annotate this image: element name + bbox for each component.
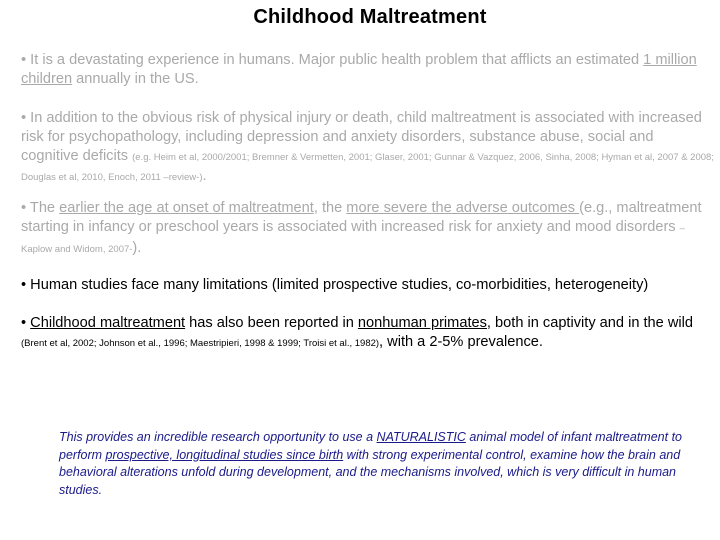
- bullet-marker: •: [21, 315, 31, 331]
- bullet-text: , both in captivity and in the wild: [486, 315, 693, 331]
- bullet-text: has also been reported in: [185, 315, 358, 331]
- underlined-phrase: 1 million children: [21, 52, 697, 87]
- bullet-text: , with a 2-5% prevalence.: [379, 333, 543, 350]
- note-text: animal model of infant maltreatment to perform: [59, 430, 682, 462]
- bullet-text: (e.g., maltreatment starting in infancy or preschool years is associated with increased risk for anxiety and mood disorders: [21, 200, 702, 235]
- underlined-phrase: nonhuman primates: [357, 315, 487, 331]
- bullet-marker: •: [21, 52, 27, 68]
- bullet-human-limitations: • Human studies face many limitations (limited prospective studies, co-morbidities, heterogeneity): [21, 277, 649, 293]
- bullet-text: ).: [132, 239, 142, 256]
- bullet-text: It is a devastating experience in humans. Major public health problem that afflicts an estimated: [26, 52, 644, 68]
- bullet-prevalence: [21, 51, 715, 89]
- bullet-nonhuman-primates: [21, 314, 715, 354]
- bullet-marker: •: [21, 110, 27, 126]
- bullet-marker: •: [21, 200, 27, 216]
- bullet-text: , the: [313, 200, 347, 216]
- bullet-text: In addition to the obvious risk of physical injury or death, child maltreatment is associated with increased risk for psychopathology, including depression and anxiety disorders, substance abuse, social and cognitive deficits: [21, 110, 702, 164]
- citation: –Kaplow and Widom, 2007-: [21, 222, 685, 255]
- slide-title: Childhood Maltreatment: [253, 6, 487, 28]
- bullet-text: .: [202, 168, 207, 185]
- bullet-risks: [21, 109, 715, 188]
- underlined-phrase: prospective, longitudinal studies since birth: [105, 447, 344, 462]
- underlined-phrase: NATURALISTIC: [376, 430, 466, 444]
- note-text: This provides an incredible research opportunity to use a: [59, 430, 377, 444]
- bullet-onset-age: [21, 199, 715, 259]
- citation: (Brent et al, 2002; Johnson et al., 1996; Maestripieri, 1998 & 1999; Troisi et al., 1982): [21, 337, 380, 349]
- note-text: with strong experimental control, examine how the brain and behavioral alterations unfold during development, and the mechanisms involved, which is very difficult in human studies.: [59, 447, 681, 497]
- bullet-text: The: [26, 200, 60, 216]
- underlined-phrase: earlier the age at onset of maltreatment: [59, 200, 314, 216]
- citation: (e.g. Heim et al, 2000/2001; Bremner & Vermetten, 2001; Glaser, 2001; Gunnar & Vazquez, 2006, Sinha, 2008; Hyman et al, 2007 & 2008; Douglas et al, 2010, Enoch, 2011 –review-): [21, 151, 714, 184]
- underlined-phrase: more severe the adverse outcomes: [346, 200, 580, 216]
- research-opportunity-note: [59, 429, 699, 499]
- underlined-phrase: Childhood maltreatment: [30, 315, 186, 331]
- bullet-text: annually in the US.: [72, 70, 199, 87]
